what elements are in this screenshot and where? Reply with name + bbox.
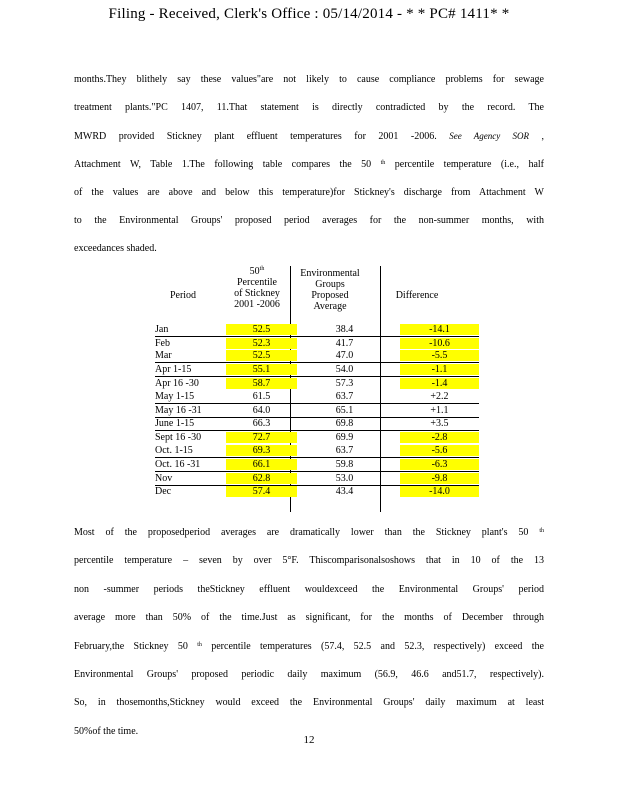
- citation-see-agency-sor: See Agency SOR: [449, 131, 530, 141]
- cell-stickney: 58.7: [226, 378, 297, 389]
- paragraph-intro: [74, 66, 544, 263]
- text-line: Environmental Groups' proposed periodic daily maximum (56.9, 46.6 and51.7, respectively).: [74, 669, 544, 681]
- cell-difference: +3.5: [430, 418, 449, 430]
- table-header-period: Period: [169, 290, 197, 301]
- cell-environmental: 59.8: [309, 457, 380, 471]
- text-line: Attachment W, Table 1.The following table compares the 50 $^{th}$ percentile temperature (i.e., half: [74, 159, 544, 170]
- filing-header: Filing - Received, Clerk's Office : 05/14/2014 - * * PC# 1411* *: [108, 6, 510, 22]
- text-line: 50%of the time.: [74, 725, 139, 737]
- cell-environmental: 41.7: [309, 336, 380, 349]
- table-row: [155, 336, 479, 349]
- cell-stickney: 61.5: [252, 390, 271, 402]
- cell-environmental: 43.4: [309, 485, 380, 498]
- text-line: non -summer periods theStickney effluent wouldexceed the Environmental Groups' period: [74, 583, 544, 595]
- table-header-difference: Difference: [395, 290, 439, 301]
- text-line: percentile temperature – seven by over 5°F. Thiscomparisonalsoshows that in 10 of the 13: [74, 555, 544, 567]
- cell-environmental: 65.1: [309, 403, 380, 417]
- cell-stickney: 66.1: [226, 459, 297, 470]
- table-row: [155, 323, 479, 336]
- table-row: [155, 377, 479, 390]
- cell-difference: +1.1: [430, 404, 449, 416]
- table-row: [155, 444, 479, 457]
- cell-difference: -2.8: [400, 432, 479, 443]
- cell-environmental: 63.7: [335, 445, 354, 457]
- text-line: February,the Stickney 50 $^{th}$ percentile temperatures (57.4, 52.5 and 52.3, respectively) exceed the: [74, 640, 544, 652]
- cell-period: Apr 16 -30: [155, 377, 226, 390]
- cell-period: Dec: [155, 485, 226, 498]
- cell-period: Oct. 1-15: [155, 445, 193, 457]
- cell-environmental: 47.0: [335, 350, 354, 362]
- cell-stickney: 52.5: [226, 324, 297, 335]
- cell-stickney: 52.5: [226, 350, 297, 361]
- cell-stickney: 62.8: [226, 473, 297, 484]
- text-line: So, in thosemonths,Stickney would exceed the Environmental Groups' daily maximum at least: [74, 697, 544, 709]
- text-line: average more than 50% of the time.Just as significant, for the months of December through: [74, 612, 544, 624]
- table-header-environmental: Environmental Groups Proposed Average: [300, 268, 360, 312]
- cell-environmental: 57.3: [309, 377, 380, 390]
- page-number: 12: [303, 734, 315, 746]
- cell-difference: -5.5: [400, 350, 479, 361]
- text-line: Most of the proposedperiod averages are dramatically lower than the Stickney plant's 50 $^{th}$: [74, 527, 544, 538]
- cell-environmental: 69.9: [309, 431, 380, 444]
- cell-stickney: 64.0: [252, 404, 271, 416]
- cell-period: Feb: [155, 336, 226, 349]
- text-line: MWRD provided Stickney plant effluent temperatures for 2001 -2006. See Agency SOR ,: [74, 131, 545, 142]
- cell-stickney: 72.7: [226, 432, 297, 443]
- text-line: exceedances shaded.: [74, 243, 157, 254]
- table-row: [155, 403, 479, 417]
- cell-environmental: 63.7: [335, 390, 354, 402]
- table-row: [155, 390, 479, 403]
- cell-stickney: 69.3: [226, 445, 297, 456]
- cell-period: June 1-15: [155, 417, 226, 431]
- cell-period: Sept 16 -30: [155, 431, 226, 444]
- cell-environmental: 54.0: [309, 363, 380, 377]
- cell-difference: -14.0: [400, 486, 479, 497]
- paragraph-analysis: [74, 519, 544, 746]
- cell-difference: -1.4: [400, 378, 479, 389]
- cell-period: May 1-15: [155, 390, 195, 402]
- cell-difference: -10.6: [400, 338, 479, 349]
- cell-stickney: 52.3: [226, 338, 297, 349]
- cell-period: Jan: [155, 323, 169, 335]
- table-row: [155, 471, 479, 485]
- cell-stickney: 66.3: [252, 418, 271, 430]
- cell-difference: +2.2: [430, 390, 449, 402]
- table-header-percentile: 50th Percentile of Stickney 2001 -2006: [234, 266, 280, 310]
- cell-period: May 16 -31: [155, 403, 226, 417]
- cell-period: Apr 1-15: [155, 363, 226, 377]
- cell-environmental: 69.8: [309, 417, 380, 431]
- text-line: to the Environmental Groups' proposed period averages for the non-summer months, with: [74, 215, 544, 226]
- table-row: [155, 363, 479, 377]
- cell-environmental: 53.0: [309, 471, 380, 485]
- cell-period: Nov: [155, 471, 226, 485]
- cell-difference: -14.1: [400, 324, 479, 335]
- table-row: [155, 485, 479, 498]
- cell-stickney: 55.1: [226, 364, 297, 375]
- table-row: [155, 457, 479, 471]
- temperature-table: [155, 323, 479, 498]
- cell-difference: -9.8: [400, 473, 479, 484]
- cell-difference: -1.1: [400, 364, 479, 375]
- cell-period: Mar: [155, 350, 172, 362]
- text-line: of the values are above and below this temperature)for Stickney's discharge from Attachment W: [74, 187, 544, 198]
- text-line: months.They blithely say these values"are not likely to cause compliance problems for sewage: [74, 74, 544, 85]
- cell-stickney: 57.4: [226, 486, 297, 497]
- cell-environmental: 38.4: [335, 323, 354, 335]
- cell-difference: -6.3: [400, 459, 479, 470]
- table-row: [155, 417, 479, 431]
- cell-difference: -5.6: [400, 445, 479, 456]
- cell-period: Oct. 16 -31: [155, 457, 226, 471]
- table-row: [155, 350, 479, 363]
- table-row: [155, 431, 479, 444]
- text-line: treatment plants."PC 1407, 11.That statement is directly contradicted by the record. The: [74, 102, 544, 113]
